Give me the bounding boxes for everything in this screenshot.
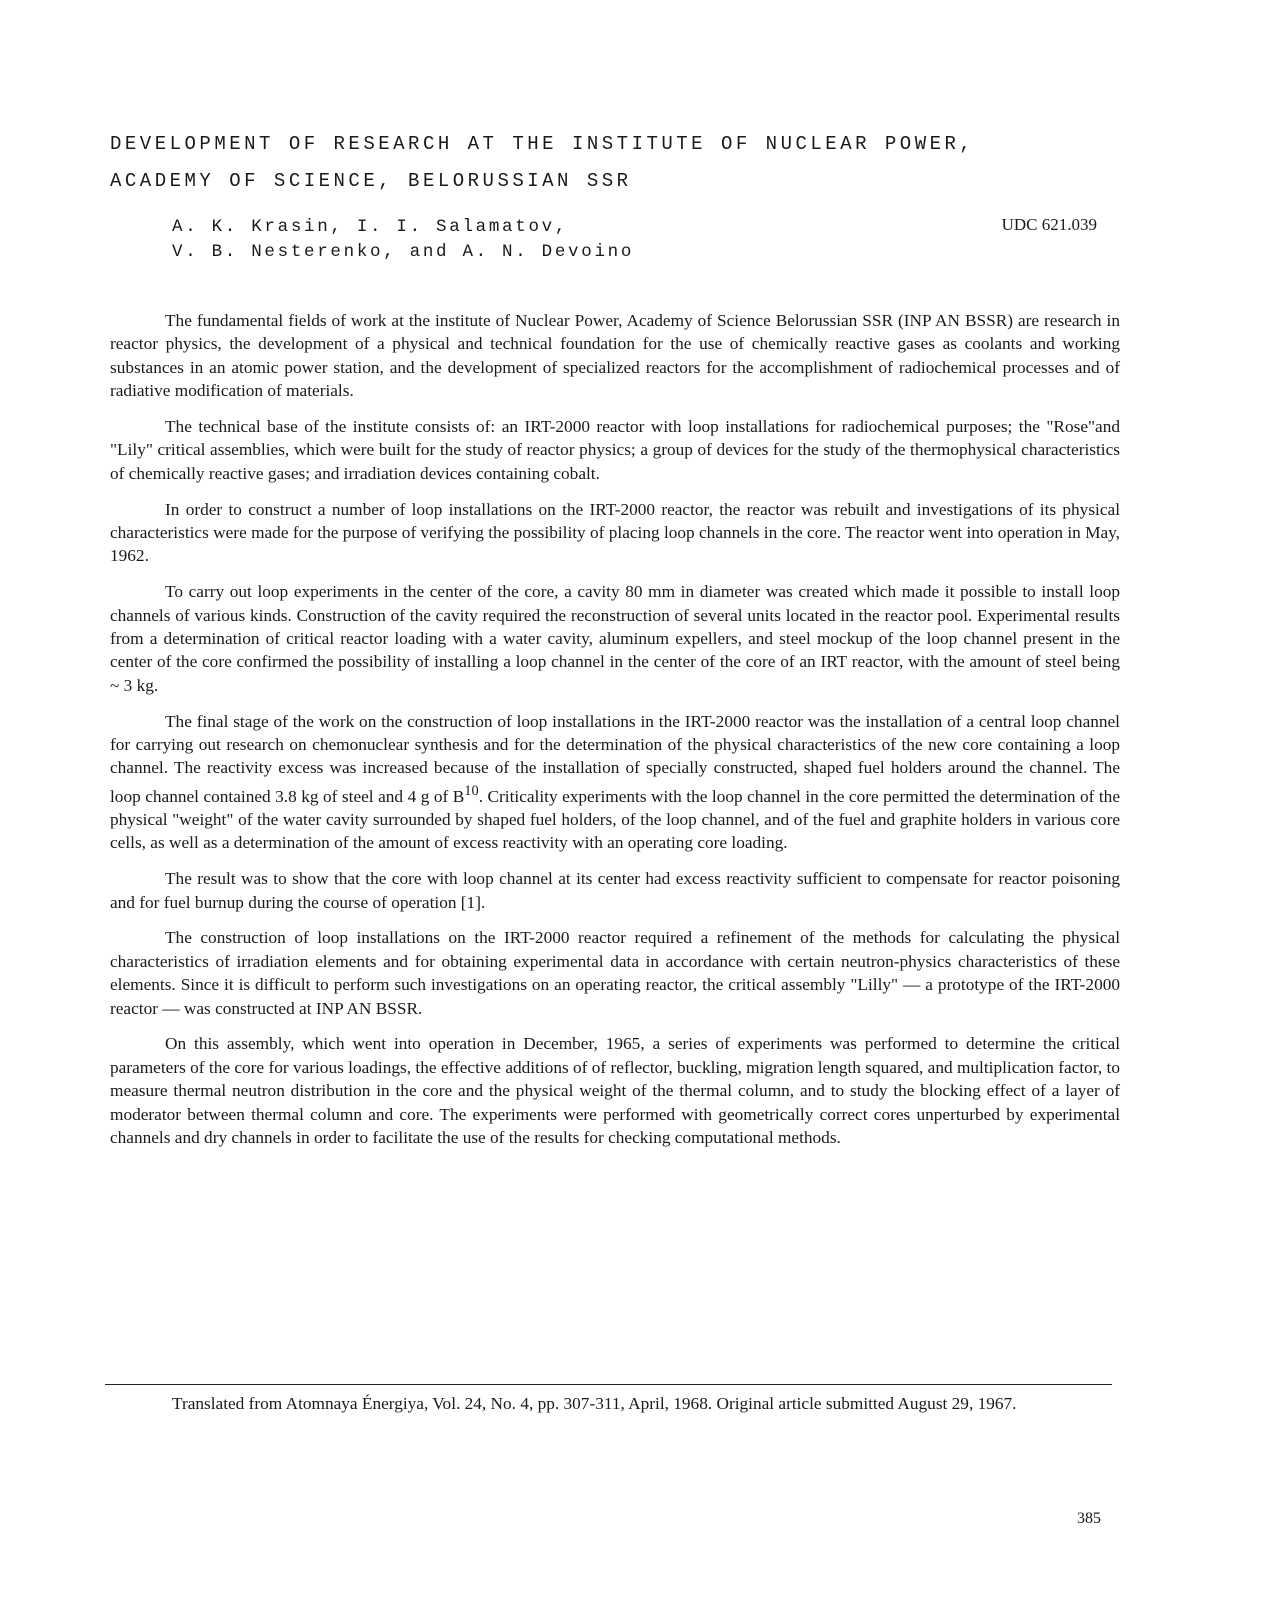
article-body (110, 309, 1120, 1162)
authors-line-1: A. K. Krasin, I. I. Salamatov, (172, 217, 569, 237)
paragraph-5-text: The final stage of the work on the construction of loop installations in the IRT-2000 reactor was the installation of a central loop channel for carrying out research on chemonuclear synthesis and for the determination of the physical characteristics of the new core containing a loop channel. The reactivity excess was increased because of the installation of specially constructed, shaped fuel holders around the channel. The loop channel contained 3.8 kg of steel and 4 g of B (110, 711, 1120, 806)
article-title-line-2: ACADEMY OF SCIENCE, BELORUSSIAN SSR (110, 170, 632, 192)
page-number: 385 (1077, 1510, 1101, 1527)
article-title-line-1: DEVELOPMENT OF RESEARCH AT THE INSTITUTE OF NUCLEAR POWER, (110, 133, 975, 155)
paragraph-2: The technical base of the institute consists of: an IRT-2000 reactor with loop installations for radiochemical purposes; the "Rose"and "Lily" critical assemblies, which were built for the study of reactor physics; a group of devices for the study of the thermophysical characteristics of chemically reactive gases; and irradiation devices containing cobalt. (110, 417, 1120, 483)
paragraph-6: The result was to show that the core with loop channel at its center had excess reactivity sufficient to compensate for reactor poisoning and for fuel burnup during the course of operation [1]. (110, 869, 1120, 912)
paragraph-4: To carry out loop experiments in the center of the core, a cavity 80 mm in diameter was created which made it possible to install loop channels of various kinds. Construction of the cavity required the reconstruction of several units located in the reactor pool. Experimental results from a determination of critical reactor loading with a water cavity, aluminum expellers, and steel mockup of the loop channel present in the center of the core confirmed the possibility of installing a loop channel in the center of the core of an IRT reactor, with the amount of steel being ~ 3 kg. (110, 582, 1120, 695)
boron-isotope-superscript: 10 (464, 782, 479, 799)
paragraph-5 (110, 710, 1120, 855)
paragraph-3: In order to construct a number of loop installations on the IRT-2000 reactor, the reactor was rebuilt and investigations of its physical characteristics were made for the purpose of verifying the possibility of placing loop channels in the core. The reactor went into operation in May, 1962. (110, 499, 1120, 566)
author-list (172, 215, 634, 265)
paragraph-5-continuation: . Criticality experiments with the loop channel in the core permitted the determination of the physical "weight" of the water cavity surrounded by shaped fuel holders, of the loop channel, and of the fuel and graphite holders in various core cells, as well as a determination of the amount of excess reactivity with an operating core loading. (110, 786, 1120, 853)
udc-code: UDC 621.039 (1001, 215, 1097, 234)
translation-footnote: Translated from Atomnaya Énergiya, Vol. 24, No. 4, pp. 307-311, April, 1968. Original article submitted August 29, 1967. (172, 1394, 1017, 1413)
authors-line-2: V. B. Nesterenko, and A. N. Devoino (172, 242, 635, 262)
paragraph-8: On this assembly, which went into operation in December, 1965, a series of experiments was performed to determine the critical parameters of the core for various loadings, the effective additions of of reflector, buckling, migration length squared, and multiplication factor, to measure thermal neutron distribution in the core and the physical weight of the thermal column, and to study the blocking effect of a layer of moderator between thermal column and core. The experiments were performed with geometrically correct cores unperturbed by experimental channels and dry channels in order to facilitate the use of the results for checking computational methods. (110, 1034, 1120, 1148)
paragraph-7: The construction of loop installations on the IRT-2000 reactor required a refinement of the methods for calculating the physical characteristics of irradiation elements and for obtaining experimental data in accordance with certain neutron-physics characteristics of these elements. Since it is difficult to perform such investigations on an operating reactor, the critical assembly "Lilly" — a prototype of the IRT-2000 reactor — was constructed at INP AN BSSR. (110, 928, 1120, 1018)
footnote-divider (105, 1384, 1112, 1385)
paragraph-1: The fundamental fields of work at the institute of Nuclear Power, Academy of Science Belorussian SSR (INP AN BSSR) are research in reactor physics, the development of a physical and technical foundation for the use of chemically reactive gases as coolants and working substances in an atomic power station, and the development of specialized reactors for the accomplishment of radiochemical processes and of radiative modification of materials. (110, 311, 1120, 401)
